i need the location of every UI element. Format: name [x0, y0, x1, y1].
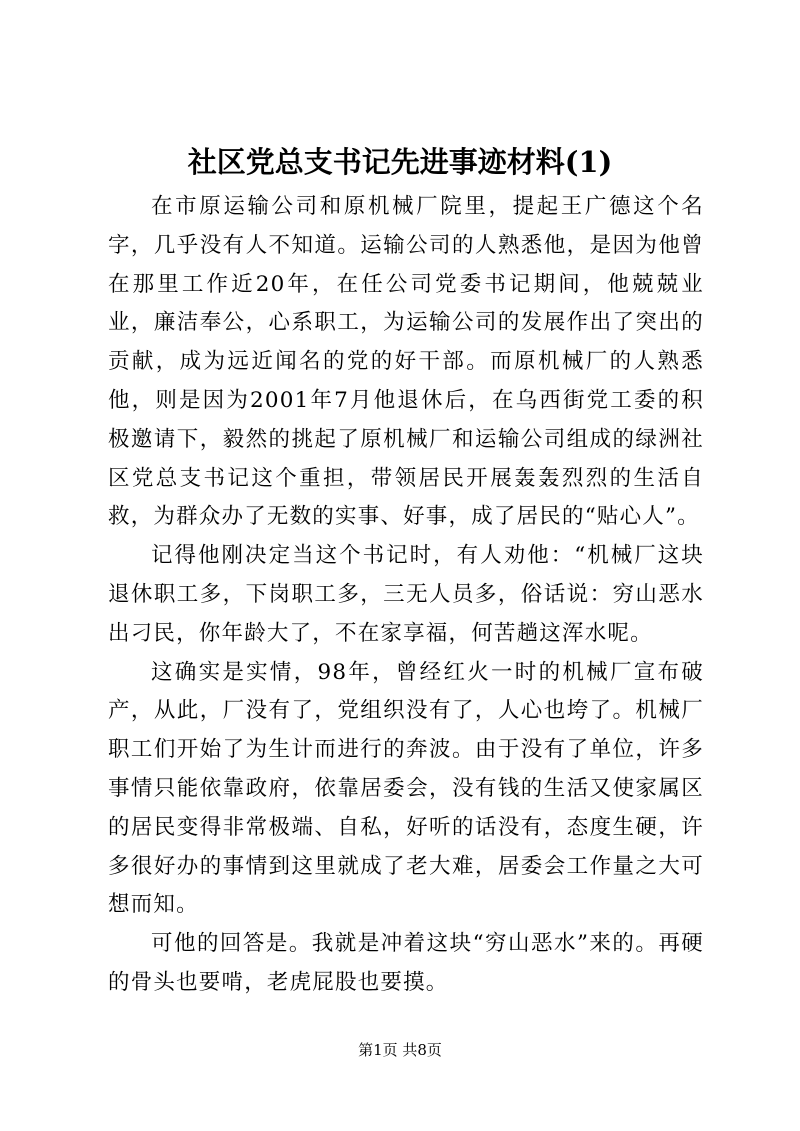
- page-footer: [0, 1040, 800, 1060]
- document-body: [108, 188, 704, 1003]
- paragraph-1: 在市原运输公司和原机械厂院里，提起王广德这个名字，几乎没有人不知道。运输公司的人熟悉他，是因为他曾在那里工作近20年，在任公司党委书记期间，他兢兢业业，廉洁奉公，心系职工，为运输公司的发展作出了突出的贡献，成为远近闻名的党的好干部。而原机械厂的人熟悉他，则是因为2001年7月他退休后，在乌西街党工委的积极邀请下，毅然的挑起了原机械厂和运输公司组成的绿洲社区党总支书记这个重担，带领居民开展轰轰烈烈的生活自救，为群众办了无数的实事、好事，成了居民的“贴心人”。: [108, 194, 704, 530]
- paragraph-2: 记得他刚决定当这个书记时，有人劝他：“机械厂这块退休职工多，下岗职工多，三无人员多，俗话说：穷山恶水出刁民，你年龄大了，不在家享福，何苦趟这浑水呢。: [108, 543, 704, 646]
- paragraph-3: 这确实是实情，98年，曾经红火一时的机械厂宣布破产，从此，厂没有了，党组织没有了，人心也垮了。机械厂职工们开始了为生计而进行的奔波。由于没有了单位，许多事情只能依靠政府，依靠居委会，没有钱的生活又使家属区的居民变得非常极端、自私，好听的话没有，态度生硬，许多很好办的事情到这里就成了老大难，居委会工作量之大可想而知。: [108, 659, 704, 918]
- paragraph-4: 可他的回答是。我就是冲着这块“穷山恶水”来的。再硬的骨头也要啃，老虎屁股也要摸。: [108, 931, 704, 995]
- document-title: 社区党总支书记先进事迹材料(1): [187, 145, 613, 179]
- page-number: 第1页 共8页: [358, 1041, 442, 1059]
